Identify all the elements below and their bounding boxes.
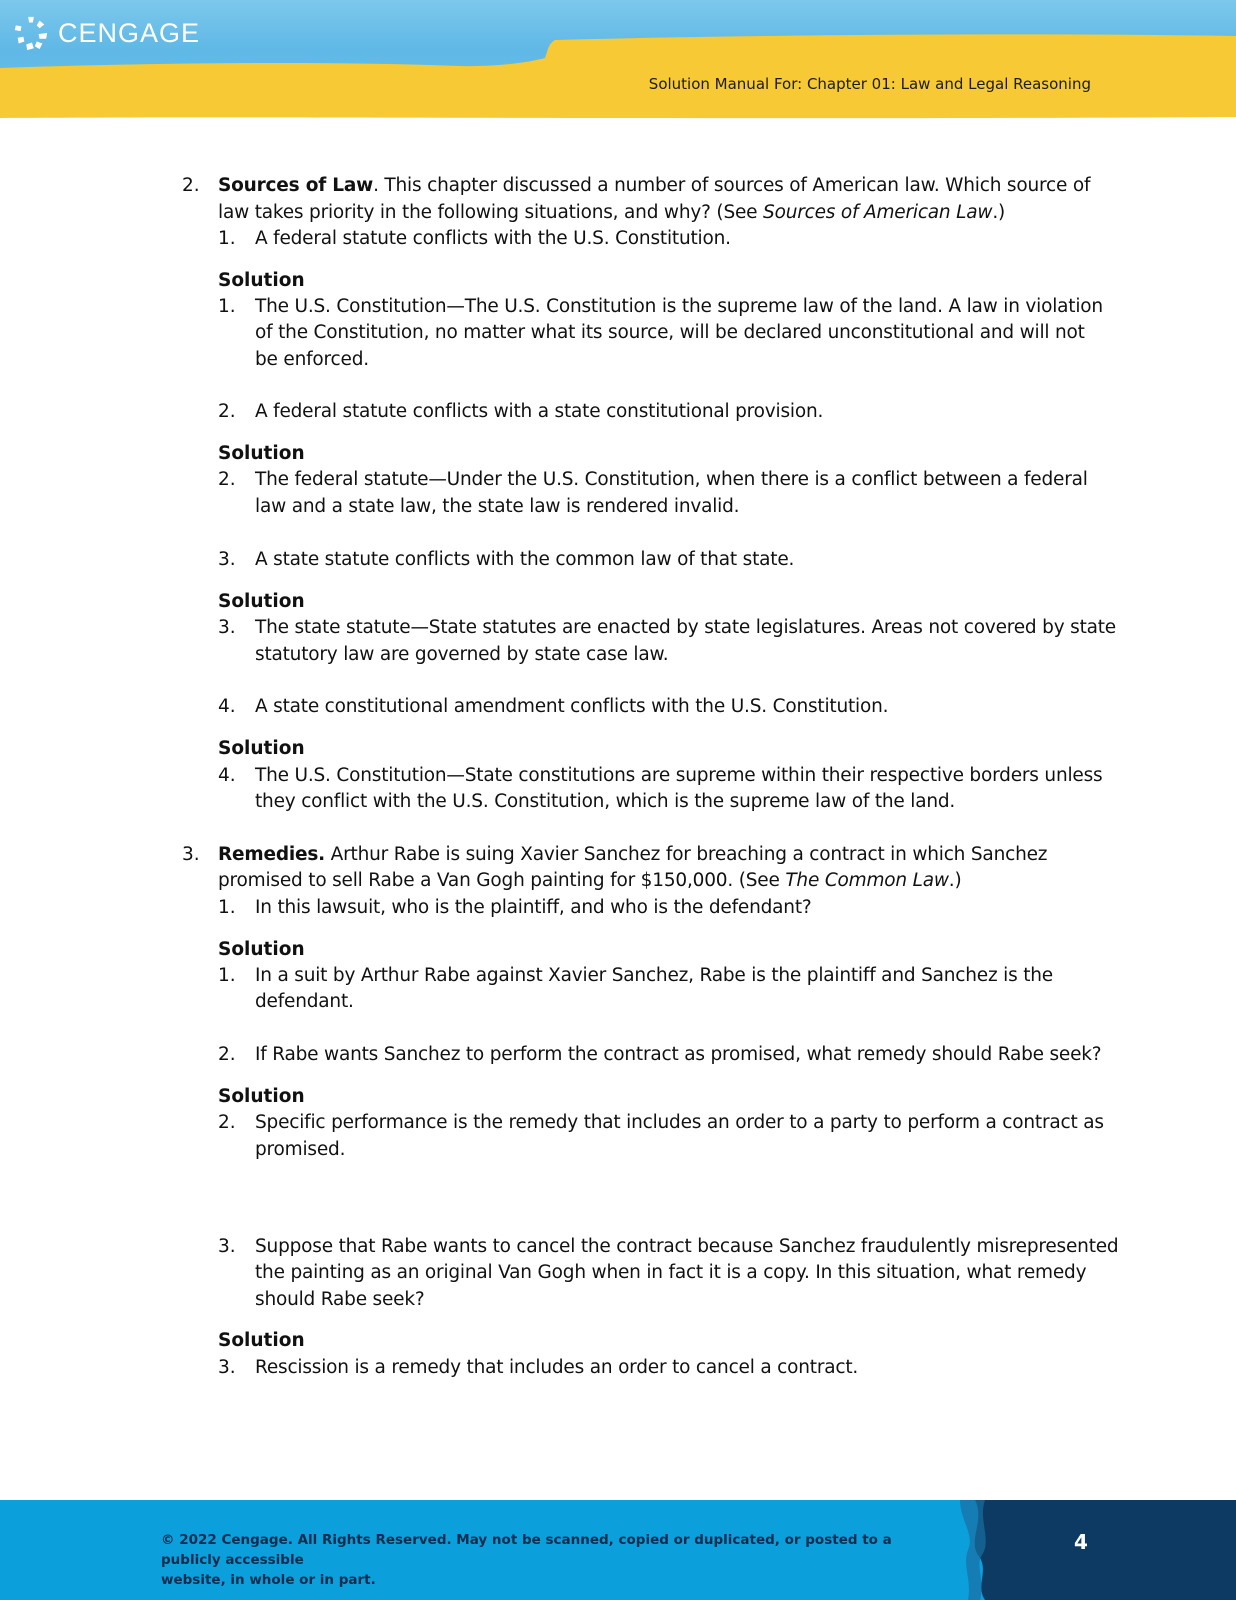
question-intro-text: Arthur Rabe is suing Xavier Sanchez for breaching a contract in which Sanchez [325,844,1048,865]
question-number: 2. [182,175,200,196]
question-intro-text: promised to sell Rabe a Van Gogh painting for $150,000. (See [218,870,786,891]
solution-label: Solution [218,1086,305,1107]
sub-question-number: 4. [218,696,236,717]
sub-question-number: 1. [218,897,236,918]
sub-question-text: A federal statute conflicts with the U.S. Constitution. [255,228,731,249]
answer-text: The U.S. Constitution—The U.S. Constitution is the supreme law of the land. A law in violation [255,296,1103,317]
reference-title: The Common Law [785,870,949,891]
question-heading: Sources of Law [218,175,374,196]
answer-text: The state statute—State statutes are enacted by state legislatures. Areas not covered by state [255,617,1116,638]
sub-question-text: A federal statute conflicts with a state constitutional provision. [255,401,824,422]
sub-question-number: 3. [218,549,236,570]
header-title: Solution Manual For: Chapter 01: Law and Legal Reasoning [648,75,1091,93]
solution-label: Solution [218,738,305,759]
question-intro-text: . This chapter discussed a number of sources of American law. Which source of [373,175,1091,196]
question-intro-line [218,173,1090,200]
question-intro-line [218,868,962,895]
answer-text: Specific performance is the remedy that includes an order to a party to perform a contract as [255,1112,1104,1133]
question-intro-text: .) [948,870,962,891]
sub-question-text: Suppose that Rabe wants to cancel the contract because Sanchez fraudulently misrepresented [255,1236,1119,1257]
answer-text: In a suit by Arthur Rabe against Xavier Sanchez, Rabe is the plaintiff and Sanchez is the [255,965,1053,986]
answer-number: 2. [218,1112,236,1133]
answer-text: Rescission is a remedy that includes an order to cancel a contract. [255,1357,859,1378]
page-header [0,0,1236,125]
answer-number: 3. [218,1357,236,1378]
question-intro-line [218,842,1047,869]
sub-question-number: 3. [218,1236,236,1257]
answer-number: 1. [218,296,236,317]
cengage-logo-icon [12,14,50,52]
solution-label: Solution [218,270,305,291]
solution-label: Solution [218,1330,305,1351]
reference-title: Sources of American Law [763,202,993,223]
sub-question-text: A state statute conflicts with the common law of that state. [255,549,795,570]
solution-label: Solution [218,591,305,612]
answer-text: The U.S. Constitution—State constitutions are supreme within their respective borders unless [255,765,1103,786]
answer-text: be enforced. [255,349,369,370]
page-footer [0,1500,1236,1600]
answer-number: 4. [218,765,236,786]
question-heading: Remedies. [218,844,325,865]
answer-text: statutory law are governed by state case law. [255,644,669,665]
solution-label: Solution [218,443,305,464]
question-intro-text: .) [992,202,1006,223]
answer-text: they conflict with the U.S. Constitution, which is the supreme law of the land. [255,791,956,812]
brand-name: CENGAGE [58,17,201,48]
answer-text: law and a state law, the state law is rendered invalid. [255,496,740,517]
answer-text: of the Constitution, no matter what its source, will be declared unconstitutional and will not [255,322,1085,343]
question-intro-text: law takes priority in the following situations, and why? (See [218,202,764,223]
answer-text: promised. [255,1139,346,1160]
sub-question-text: In this lawsuit, who is the plaintiff, and who is the defendant? [255,897,812,918]
answer-number: 1. [218,965,236,986]
sub-question-text: If Rabe wants Sanchez to perform the contract as promised, what remedy should Rabe seek? [255,1044,1102,1065]
sub-question-text: the painting as an original Van Gogh when in fact it is a copy. In this situation, what remedy [255,1262,1087,1283]
sub-question-text: should Rabe seek? [255,1289,425,1310]
sub-question-number: 2. [218,401,236,422]
sub-question-text: A state constitutional amendment conflicts with the U.S. Constitution. [255,696,889,717]
cengage-logo [12,14,200,52]
answer-text: defendant. [255,991,354,1012]
copyright-line: website, in whole or in part. [161,1572,376,1588]
copyright-notice [161,1530,941,1590]
answer-text: The federal statute—Under the U.S. Constitution, when there is a conflict between a federal [255,469,1088,490]
question-number: 3. [182,844,200,865]
sub-question-number: 1. [218,228,236,249]
question-intro-line [218,200,1005,227]
solution-label: Solution [218,939,305,960]
sub-question-number: 2. [218,1044,236,1065]
page-number: 4 [1074,1530,1088,1554]
answer-number: 2. [218,469,236,490]
answer-number: 3. [218,617,236,638]
copyright-line: © 2022 Cengage. All Rights Reserved. May not be scanned, copied or duplicated, or posted to a publicly accessible [161,1532,892,1568]
